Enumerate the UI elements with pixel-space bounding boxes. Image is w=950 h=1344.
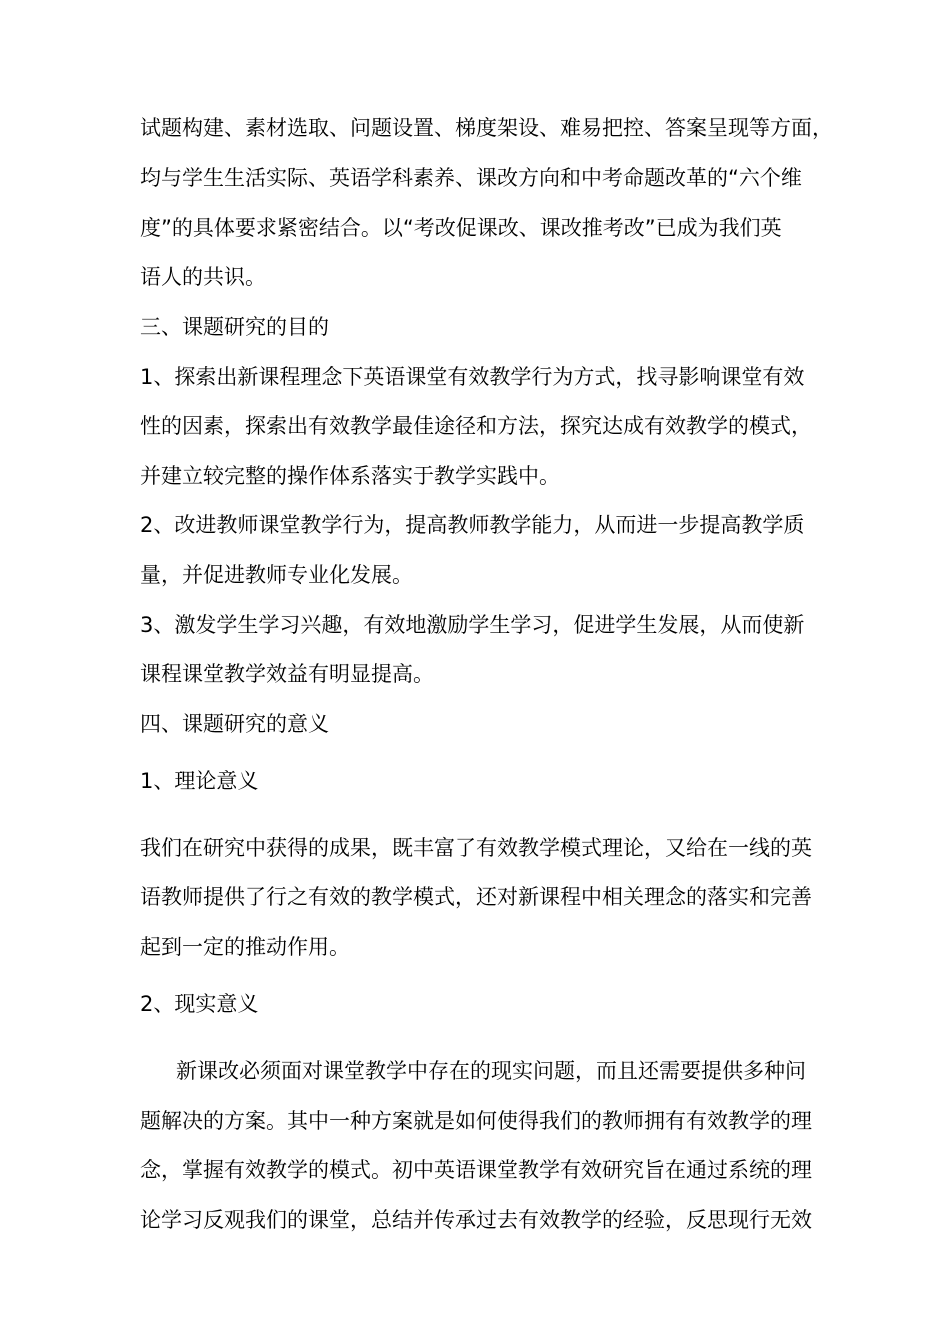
body-line: 念，掌握有效教学的模式。初中英语课堂教学有效研究旨在通过系统的理 [140,1158,812,1182]
body-line: 论学习反观我们的课堂，总结并传承过去有效教学的经验，反思现行无效 [140,1208,812,1232]
body-line: 并建立较完整的操作体系落实于教学实践中。 [140,464,560,488]
body-line: 语人的共识。 [140,265,266,289]
body-line: 新课改必须面对课堂教学中存在的现实问题，而且还需要提供多种问 [176,1059,806,1083]
body-line: 我们在研究中获得的成果，既丰富了有效教学模式理论，又给在一线的英 [140,836,812,860]
body-line: 3、激发学生学习兴趣，有效地激励学生学习，促进学生发展，从而使新 [140,613,805,637]
body-line: 度”的具体要求紧密结合。以“考改促课改、课改推考改”已成为我们英 [140,216,782,240]
subsection-heading: 1、理论意义 [140,769,259,793]
body-line: 均与学生生活实际、英语学科素养、课改方向和中考命题改革的“六个维 [140,166,802,190]
body-line: 试题构建、素材选取、问题设置、梯度架设、难易把控、答案呈现等方面， [140,116,833,140]
section-heading: 四、课题研究的意义 [140,712,329,736]
body-line: 2、改进教师课堂教学行为，提高教师教学能力，从而进一步提高教学质 [140,513,805,537]
body-line: 量，并促进教师专业化发展。 [140,563,413,587]
body-line: 1、探索出新课程理念下英语课堂有效教学行为方式，找寻影响课堂有效 [140,365,805,389]
body-line: 语教师提供了行之有效的教学模式，还对新课程中相关理念的落实和完善 [140,885,812,909]
body-line: 课程课堂教学效益有明显提高。 [140,662,434,686]
body-line: 题解决的方案。其中一种方案就是如何使得我们的教师拥有有效教学的理 [140,1109,812,1133]
section-heading: 三、课题研究的目的 [140,315,329,339]
subsection-heading: 2、现实意义 [140,992,259,1016]
body-line: 起到一定的推动作用。 [140,935,350,959]
body-line: 性的因素，探索出有效教学最佳途径和方法，探究达成有效教学的模式， [140,414,812,438]
